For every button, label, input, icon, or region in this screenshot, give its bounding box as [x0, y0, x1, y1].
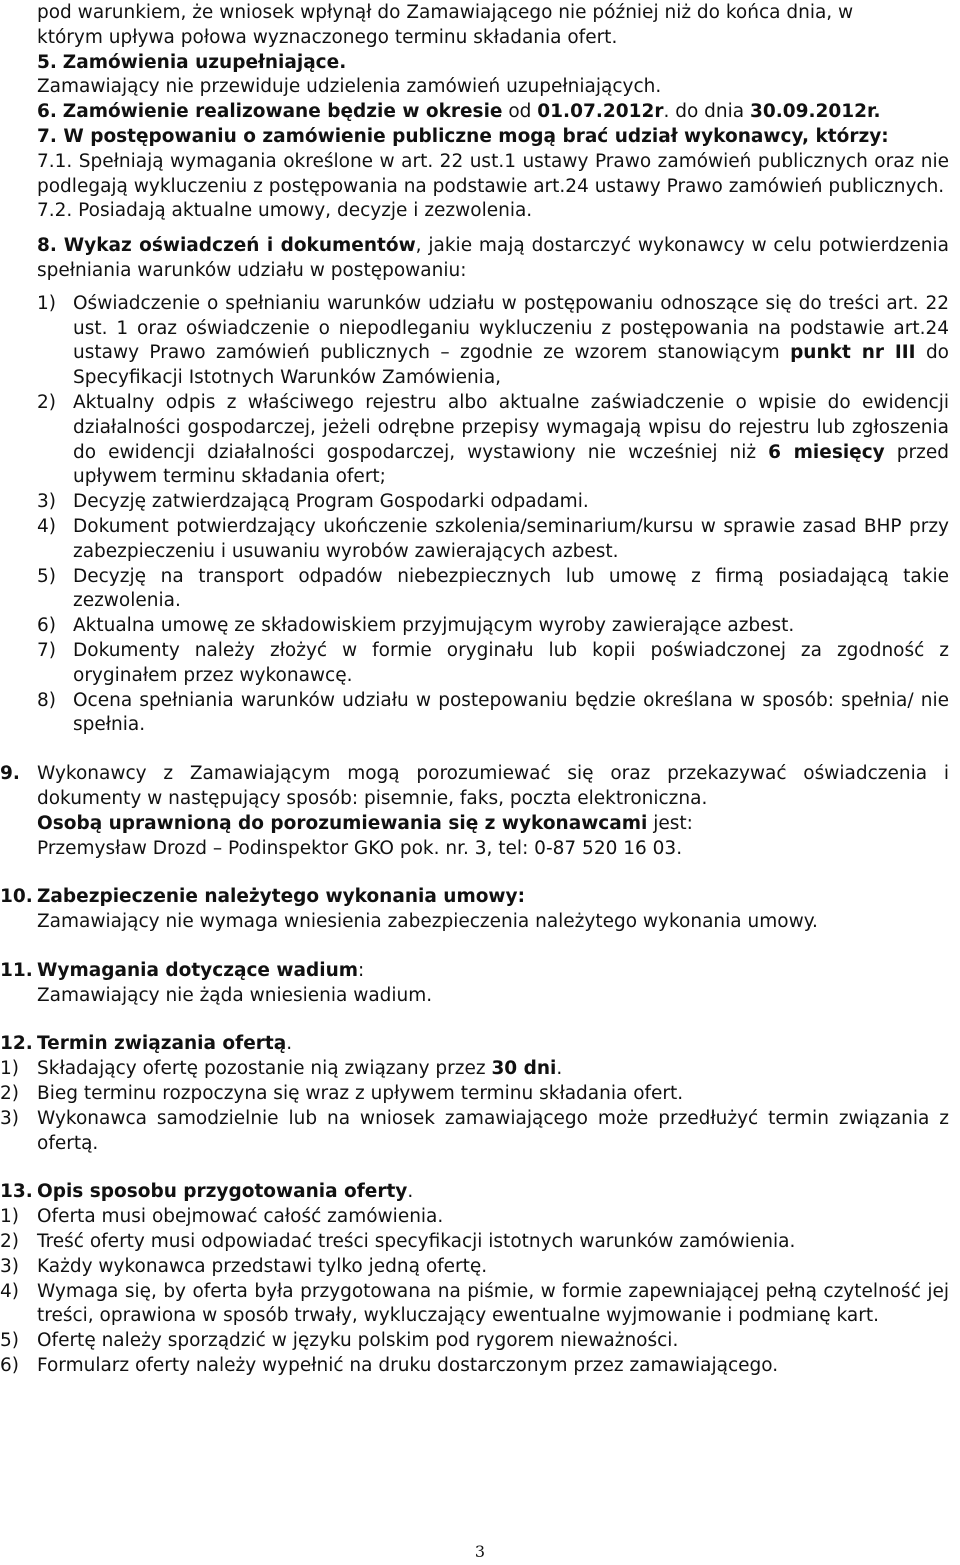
section-11-colon: : — [358, 959, 365, 981]
section-10-title: Zabezpieczenie należytego wykonania umowy: — [37, 886, 525, 908]
item-text-end: przed upływem terminu składania ofert; — [73, 441, 949, 488]
item-text: Decyzję zatwierdzającą Program Gospodarki odpadami. — [73, 491, 589, 513]
section-9-contact-label: Osobą uprawnioną do porozumiewania się z wykonawcami — [37, 812, 648, 834]
section-9-text: Wykonawcy z Zamawiającym mogą porozumiewać się oraz przekazywać oświadczenia i dokumenty w następujący sposób: pisemnie, faks, poczta elektroniczna. — [37, 763, 949, 809]
item-number: 6) — [0, 1355, 19, 1377]
section-13-number: 13. — [0, 1181, 33, 1203]
section-8-lead: , jakie mają dostarczyć wykonawcy w celu potwierdzenia spełniania warunków udziału w postępowaniu: — [37, 235, 949, 281]
section-8-item-1 — [37, 292, 949, 391]
item-text: Formularz oferty należy wypełnić na druku dostarczonym przez zamawiającego. — [37, 1355, 779, 1377]
item-text: Ocena spełniania warunków udziału w postepowaniu będzie określana w sposób: spełnia/ nie spełnia. — [73, 689, 949, 736]
section-13-dot: . — [407, 1181, 414, 1203]
section-7-point-2: 7.2. Posiadają aktualne umowy, decyzje i zezwolenia. — [37, 200, 533, 222]
section-6-number: 6. — [37, 101, 57, 123]
section-8-item-6 — [37, 614, 949, 639]
item-number: 2) — [37, 391, 56, 413]
item-text: Oferta musi obejmować całość zamówienia. — [37, 1206, 444, 1228]
section-13-item-3 — [0, 1255, 949, 1280]
section-13-item-6 — [0, 1354, 949, 1379]
section-8-number: 8. — [37, 235, 57, 257]
item-text: Oświadczenie o spełnianiu warunków udziału w postępowaniu odnoszące się do treści art. 22 ust. 1 oraz oświadczenie o niepodleganiu wykluczeniu z postępowania na podstawie art.24 ustawy Prawo zamówień publicznych – zgodnie ze wzorem stanowiącym — [73, 292, 949, 364]
item-bold-text: 6 miesięcy — [768, 441, 885, 463]
item-text: Ofertę należy sporządzić w języku polskim pod rygorem nieważności. — [37, 1330, 679, 1352]
section-13-heading — [0, 1180, 949, 1205]
item-number: 3) — [37, 491, 56, 513]
item-text: Decyzję na transport odpadów niebezpiecznych lub umowę z firmą posiadającą takie zezwolenia. — [73, 565, 949, 612]
section-8-title: Wykaz oświadczeń i dokumentów — [63, 235, 416, 257]
document-page — [0, 1, 949, 1379]
section-5 — [37, 51, 949, 76]
section-6-text-d: . do dnia — [663, 101, 745, 123]
section-13-item-5 — [0, 1329, 949, 1354]
section-8-item-8 — [37, 689, 949, 739]
section-13-title: Opis sposobu przygotowania oferty — [37, 1181, 408, 1203]
section-6-end-date: 30.09.2012r. — [750, 101, 881, 123]
section-10 — [0, 885, 949, 935]
item-text: Aktualna umowę ze składowiskiem przyjmującym wyroby zawierające azbest. — [73, 615, 795, 637]
section-10-text: Zamawiający nie wymaga wniesienia zabezpieczenia należytego wykonania umowy. — [37, 911, 818, 933]
section-9 — [0, 762, 949, 861]
item-text: Dokumenty należy złożyć w formie oryginału lub kopii poświadczonej za zgodność z oryginałem przez wykonawcę. — [73, 639, 949, 686]
section-8-heading — [37, 234, 949, 284]
section-6-text-a: Zamówienie realizowane będzie w okresie — [62, 101, 503, 123]
item-number: 2) — [0, 1231, 19, 1253]
section-5-text: Zamawiający nie przewiduje udzielenia zamówień uzupełniających. — [37, 76, 662, 98]
item-number: 1) — [37, 292, 56, 314]
section-9-number: 9. — [0, 763, 20, 785]
item-bold-text: punkt nr III — [790, 342, 916, 364]
item-text: Wykonawca samodzielnie lub na wniosek zamawiającego może przedłużyć termin związania z ofertą. — [37, 1107, 949, 1154]
section-5-number: 5. — [37, 51, 57, 73]
item-number: 6) — [37, 615, 56, 637]
section-11-title: Wymagania dotyczące wadium — [37, 959, 359, 981]
section-6 — [37, 100, 949, 125]
section-7-heading — [37, 125, 949, 150]
item-text: Wymaga się, by oferta była przygotowana na piśmie, w formie zapewniającej pełną czytelność jej treści, oprawiona w sposób trwały, wykluczający ewentualne wyjmowanie i podmianę kart. — [37, 1280, 949, 1327]
section-9-contact: Przemysław Drozd – Podinspektor GKO pok. nr. 3, tel: 0-87 520 16 03. — [37, 837, 683, 859]
section-11-number: 11. — [0, 959, 33, 981]
item-number: 4) — [0, 1280, 19, 1302]
section-13-item-2 — [0, 1230, 949, 1255]
item-text: Każdy wykonawca przedstawi tylko jedną ofertę. — [37, 1255, 488, 1277]
section-12-heading — [0, 1032, 949, 1057]
section-12-item-1 — [0, 1057, 949, 1082]
section-7-point-1: 7.1. Spełniają wymagania określone w art. 22 ust.1 ustawy Prawo zamówień publicznych oraz nie podlegają wykluczeniu z postępowania na podstawie art.24 ustawy Prawo zamówień publicznych. — [37, 150, 949, 197]
item-text: Dokument potwierdzający ukończenie szkolenia/seminarium/kursu w sprawie zasad BHP przy zabezpieczeniu i usuwaniu wyrobów zawierających azbest. — [73, 515, 949, 562]
item-number: 2) — [0, 1083, 19, 1105]
section-12-item-3 — [0, 1107, 949, 1157]
section-11-text: Zamawiający nie żąda wniesienia wadium. — [37, 984, 433, 1006]
item-number: 1) — [0, 1206, 19, 1228]
item-text: Treść oferty musi odpowiadać treści specyfikacji istotnych warunków zamówienia. — [37, 1231, 796, 1253]
item-number: 3) — [0, 1255, 19, 1277]
item-number: 1) — [0, 1058, 19, 1080]
section-8-item-3 — [37, 490, 949, 515]
intro-line-2: którym upływa połowa wyznaczonego terminu składania ofert. — [37, 26, 618, 48]
item-number: 3) — [0, 1107, 19, 1129]
item-number: 5) — [0, 1330, 19, 1352]
item-text: Bieg terminu rozpoczyna się wraz z upływem terminu składania ofert. — [37, 1083, 684, 1105]
item-number: 8) — [37, 689, 56, 711]
section-7-title: W postępowaniu o zamówienie publiczne mogą brać udział wykonawcy, którzy: — [63, 125, 889, 147]
page-number: 3 — [474, 1542, 486, 1561]
section-11 — [0, 959, 949, 1009]
section-6-text-b: od — [508, 101, 532, 123]
section-12-dot: . — [286, 1033, 293, 1055]
section-7-number: 7. — [37, 125, 57, 147]
section-10-number: 10. — [0, 886, 33, 908]
intro-line-1: pod warunkiem, że wniosek wpłynął do Zamawiającego nie później niż do końca dnia, w — [37, 2, 854, 23]
item-text: Składający ofertę pozostanie nią związany przez — [37, 1058, 486, 1080]
section-9-contact-label-end: jest: — [647, 812, 693, 834]
section-8-item-2 — [37, 391, 949, 490]
section-8-item-7 — [37, 639, 949, 689]
item-number: 5) — [37, 565, 56, 587]
item-number: 7) — [37, 639, 56, 661]
section-6-start-date: 01.07.2012r — [537, 101, 664, 123]
section-12-number: 12. — [0, 1033, 33, 1055]
section-8-item-5 — [37, 565, 949, 615]
section-13-item-4 — [0, 1280, 949, 1330]
section-5-title: Zamówienia uzupełniające. — [62, 51, 347, 73]
item-text-end: do Specyfikacji Istotnych Warunków Zamówienia, — [73, 342, 949, 389]
section-12-item-2 — [0, 1082, 949, 1107]
item-text: Aktualny odpis z właściwego rejestru albo aktualne zaświadczenie o wpisie do ewidencji działalności gospodarczej, jeżeli odrębne przepisy wymagają wpisu do rejestru lub zgłoszenia do ewidencji działalności gospodarczej, wystawiony nie wcześniej niż — [73, 391, 949, 463]
section-13-item-1 — [0, 1205, 949, 1230]
section-12-title: Termin związania ofertą — [37, 1033, 287, 1055]
item-bold-text: 30 dni — [491, 1058, 557, 1080]
section-8-item-4 — [37, 515, 949, 565]
item-text-end: . — [556, 1058, 563, 1080]
item-number: 4) — [37, 515, 56, 537]
